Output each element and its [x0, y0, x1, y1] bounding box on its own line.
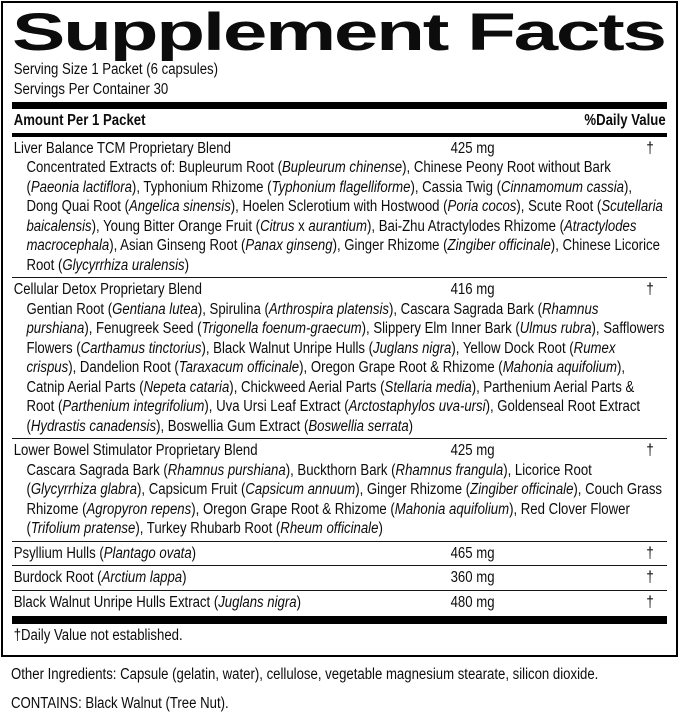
- panel-title: [12, 3, 667, 62]
- latin-name-text: Mahonia aquifolium: [394, 500, 510, 518]
- latin-name-text: Panax ginseng: [245, 237, 333, 254]
- ingredient-text: ): [408, 417, 414, 435]
- divider-thick-bottom: [12, 616, 667, 624]
- latin-name-text: Citrus: [260, 217, 295, 235]
- ingredient-text: ), Oregon Grape Root & Rhizome (: [191, 500, 395, 518]
- ingredient-text: ): [296, 593, 301, 611]
- supplement-facts-panel: [1, 1, 678, 657]
- ingredient-description: [12, 158, 666, 275]
- latin-name-text: Juglans nigra: [218, 593, 297, 611]
- ingredient-row: [12, 541, 667, 566]
- ingredient-text: ), Dandelion Root (: [68, 359, 179, 376]
- serving-size-text: Serving Size 1 Packet (6 capsules): [13, 61, 219, 78]
- divider-thick-top: [12, 102, 667, 109]
- ingredient-text: Concentrated Extracts of: Bupleurum Root (: [26, 159, 283, 176]
- daily-value-dagger: †: [646, 569, 654, 586]
- latin-name-text: Hydrastis canadensis: [30, 417, 157, 435]
- daily-value-dagger: †: [646, 281, 654, 298]
- ingredient-text: ), Ginger Rhizome (: [355, 481, 471, 498]
- ingredient-text: ), Chinese Peony Root without Bark (: [26, 159, 611, 196]
- ingredient-text: ), Yellow Dock Root (: [451, 339, 574, 357]
- ingredient-text: ), Buckthorn Bark (: [285, 461, 396, 479]
- ingredient-description: [12, 461, 666, 539]
- latin-name-text: Mahonia aquifolium: [502, 359, 617, 376]
- servings-per-container-text: Servings Per Container 30: [13, 80, 169, 98]
- ingredient-text: ), Safflowers Flowers (: [26, 320, 665, 357]
- daily-value-column-header: %Daily Value: [584, 112, 666, 129]
- latin-name-text: Glycyrrhiza uralensis: [62, 256, 185, 274]
- ingredient-amount: 480 mg: [450, 593, 495, 611]
- ingredient-text: ), Cascara Sagrada Bark (: [388, 300, 543, 318]
- latin-name-text: Arthrospira platensis: [268, 300, 389, 318]
- ingredient-text: ), Slippery Elm Inner Bark (: [361, 320, 520, 337]
- latin-name-text: Arctium lappa: [101, 569, 183, 586]
- ingredient-name: [14, 140, 231, 157]
- column-header-row: [12, 111, 666, 131]
- ingredient-amount: 360 mg: [450, 569, 495, 586]
- ingredient-text: ), Dong Quai Root (: [26, 178, 633, 215]
- ingredient-text: x: [294, 217, 309, 235]
- ingredient-text: ), Oregon Grape Root & Rhizome (: [299, 359, 503, 376]
- ingredient-row: [12, 277, 667, 438]
- ingredient-name: [14, 545, 196, 562]
- latin-name-text: Plantago ovata: [103, 544, 192, 562]
- ingredient-row: [12, 565, 667, 590]
- ingredient-text: ), Parthenium Aerial Parts & Root (: [26, 378, 635, 415]
- contains-allergen-text: CONTAINS: Black Walnut (Tree Nut).: [11, 694, 229, 712]
- latin-name-text: Stellaria media: [384, 378, 472, 396]
- ingredient-text: Gentian Root (: [26, 300, 113, 318]
- latin-name-text: Ulmus rubra: [519, 320, 592, 337]
- ingredient-text: ), Typhonium Rhizome (: [131, 178, 272, 196]
- ingredient-text: ), Boswellia Gum Extract (: [156, 417, 309, 435]
- ingredient-amount: 416 mg: [450, 281, 495, 298]
- latin-name-text: Boswellia serrata: [308, 417, 409, 435]
- daily-value-dagger: †: [646, 442, 654, 459]
- ingredient-name: [14, 442, 258, 459]
- ingredient-text: ), Ginger Rhizome (: [332, 237, 448, 254]
- ingredient-row: [12, 438, 667, 541]
- nutrient-rows: [12, 137, 667, 615]
- ingredient-text: ), Cassia Twig (: [410, 178, 501, 196]
- latin-name-text: Juglans nigra: [373, 339, 452, 357]
- ingredient-text: Cellular Detox Proprietary Blend: [13, 281, 202, 298]
- latin-name-text: Rhamnus purshiana: [26, 300, 599, 337]
- ingredient-text: ), Capsicum Fruit (: [137, 481, 246, 498]
- latin-name-text: Rhamnus purshiana: [167, 461, 286, 479]
- ingredient-text: Psyllium Hulls (: [13, 544, 104, 562]
- ingredient-text: Liver Balance TCM Proprietary Blend: [13, 139, 231, 157]
- latin-name-text: Nepeta cataria: [143, 378, 230, 396]
- panel-title-text: Supplement Facts: [12, 3, 665, 62]
- latin-name-text: Arctostaphylos uva-ursi: [348, 398, 486, 415]
- latin-name-text: Typhonium flagelliforme: [271, 178, 411, 196]
- ingredient-amount: 425 mg: [450, 139, 495, 157]
- ingredient-text: Cascara Sagrada Bark (: [26, 461, 168, 479]
- latin-name-text: Poria cocos: [447, 198, 517, 215]
- latin-name-text: Carthamus tinctorius: [80, 339, 202, 357]
- ingredient-text: ), Scute Root (: [516, 198, 602, 215]
- ingredient-text: ), Bai-Zhu Atractylodes Rhizome (: [366, 217, 564, 235]
- latin-name-text: Rhamnus frangula: [395, 461, 504, 479]
- daily-value-dagger: †: [646, 544, 654, 562]
- ingredient-name: [14, 569, 187, 586]
- ingredient-text: ), Catnip Aerial Parts (: [26, 359, 626, 396]
- latin-name-text: Capsicum annuum: [245, 481, 356, 498]
- latin-name-text: Paeonia lactiflora: [30, 178, 132, 196]
- ingredient-text: ), Black Walnut Unripe Hulls (: [201, 339, 374, 357]
- daily-value-footnote: †Daily Value not established.: [13, 627, 183, 644]
- ingredient-text: ): [378, 520, 383, 537]
- ingredient-text: Black Walnut Unripe Hulls Extract (: [13, 593, 219, 611]
- ingredient-text: ), Spirulina (: [197, 300, 269, 318]
- latin-name-text: Atractylodes macrocephala: [26, 217, 637, 254]
- amount-column-header: Amount Per 1 Packet: [13, 112, 146, 129]
- ingredient-text: ), Fenugreek Seed (: [84, 320, 202, 337]
- latin-name-text: Scutellaria baicalensis: [26, 198, 663, 235]
- latin-name-text: Zingiber officinale: [447, 237, 551, 254]
- ingredient-text: ), Young Bitter Orange Fruit (: [91, 217, 261, 235]
- ingredient-text: ), Chickweed Aerial Parts (: [229, 378, 385, 396]
- ingredient-text: ), Couch Grass Rhizome (: [26, 481, 663, 518]
- ingredient-text: ), Red Clover Flower (: [26, 500, 630, 537]
- latin-name-text: Trifolium pratense: [30, 520, 136, 537]
- ingredient-text: ), Asian Ginseng Root (: [109, 237, 246, 254]
- ingredient-row: [12, 590, 667, 615]
- ingredient-name: [14, 594, 301, 611]
- latin-name-text: Glycyrrhiza glabra: [30, 481, 138, 498]
- latin-name-text: Agropyron repens: [86, 500, 192, 518]
- ingredient-text: ), Licorice Root (: [26, 461, 592, 498]
- ingredient-text: ): [184, 256, 190, 274]
- ingredient-text: ), Hoelen Sclerotium with Hostwood (: [230, 198, 448, 215]
- latin-name-text: Zingiber officinale: [470, 481, 574, 498]
- latin-name-text: Angelica sinensis: [128, 198, 231, 215]
- ingredient-text: ): [191, 544, 197, 562]
- latin-name-text: Trigonella foenum-graecum: [201, 320, 362, 337]
- below-panel-text: [11, 665, 679, 713]
- latin-name-text: Parthenium integrifolium: [62, 398, 205, 415]
- ingredient-text: ), Uva Ursi Leaf Extract (: [204, 398, 349, 415]
- ingredient-text: Lower Bowel Stimulator Proprietary Blend: [13, 442, 258, 459]
- ingredient-text: ), Chinese Licorice Root (: [26, 237, 660, 274]
- ingredient-text: Burdock Root (: [13, 569, 102, 586]
- daily-value-dagger: †: [646, 139, 654, 157]
- ingredient-amount: 425 mg: [450, 442, 495, 459]
- ingredient-name: [14, 281, 202, 298]
- latin-name-text: Gentiana lutea: [112, 300, 198, 318]
- ingredient-row: [12, 137, 667, 278]
- ingredient-text: ): [182, 569, 187, 586]
- latin-name-text: Taraxacum officinale: [178, 359, 300, 376]
- ingredient-text: ), Goldenseal Root Extract (: [26, 398, 641, 435]
- latin-name-text: Rheum officinale: [280, 520, 379, 537]
- other-ingredients-text: Other Ingredients: Capsule (gelatin, water), cellulose, vegetable magnesium stearate, silicon dioxide.: [11, 666, 599, 683]
- latin-name-text: Cinnamomum cassia: [500, 178, 624, 196]
- ingredient-text: ), Turkey Rhubarb Root (: [135, 520, 281, 537]
- ingredient-amount: 465 mg: [450, 544, 495, 562]
- latin-name-text: Rumex crispus: [26, 339, 616, 376]
- latin-name-text: aurantium: [308, 217, 367, 235]
- daily-value-dagger: †: [646, 593, 654, 611]
- ingredient-description: [12, 300, 666, 437]
- latin-name-text: Bupleurum chinense: [282, 159, 403, 176]
